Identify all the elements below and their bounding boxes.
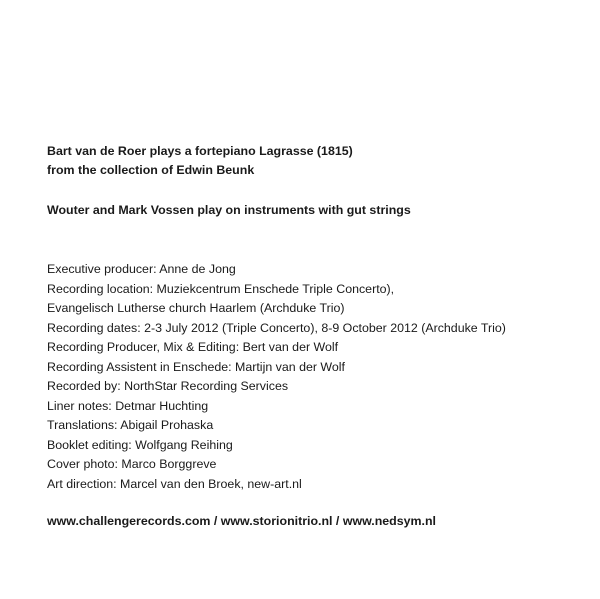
credit-recording-location: Recording location: Muziekcentrum Enschede Triple Concerto), [47, 281, 395, 296]
credit-recording-location-2: Evangelisch Lutherse church Haarlem (Archduke Trio) [47, 301, 345, 315]
collection-note: from the collection of Edwin Beunk [47, 163, 255, 177]
instrument-note: Bart van de Roer plays a fortepiano Lagrasse (1815) [47, 144, 353, 158]
credit-cover-photo: Cover photo: Marco Borggreve [47, 457, 217, 471]
credit-liner-notes: Liner notes: Detmar Huchting [47, 398, 209, 413]
credit-recording-dates: Recording dates: 2-3 July 2012 (Triple Concerto), 8-9 October 2012 (Archduke Trio) [47, 320, 506, 335]
credit-booklet-editing: Booklet editing: Wolfgang Reihing [47, 437, 233, 452]
credit-recorded-by: Recorded by: NorthStar Recording Services [47, 379, 289, 393]
credit-executive-producer: Executive producer: Anne de Jong [47, 262, 236, 276]
websites-line: www.challengerecords.com / www.storionitrio.nl / www.nedsym.nl [47, 514, 436, 528]
credit-producer-mix-editing: Recording Producer, Mix & Editing: Bert van der Wolf [47, 340, 339, 354]
strings-note: Wouter and Mark Vossen play on instruments with gut strings [47, 203, 411, 217]
credit-art-direction: Art direction: Marcel van den Broek, new-art.nl [47, 476, 302, 491]
credit-recording-assistent: Recording Assistent in Enschede: Martijn van der Wolf [47, 359, 345, 374]
credits-list [47, 260, 506, 494]
credit-translations: Translations: Abigail Prohaska [47, 418, 214, 432]
